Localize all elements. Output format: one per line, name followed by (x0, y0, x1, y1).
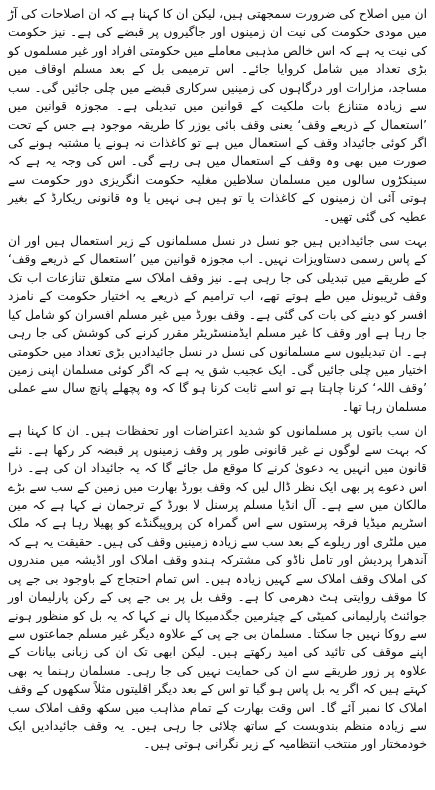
article-paragraph-3: ان سب باتوں پر مسلمانوں کو شدید اعتراضات اور تحفظات ہیں۔ ان کا کہنا ہے کہ بہت سے لوگوں نے غیر قانونی طور پر وقف زمینوں پر قبضہ کر رکھا ہے۔ نئے قانون میں انہیں یہ دعویٰ کرنے کا موقع مل جائے گا کہ یہ جائیداد ان کی ہے۔ ذرا اس دعوے پر بھی ایک نظر ڈال لیں کہ وقف بورڈ بھارت میں زمین کے سب سے بڑے مالکان میں سے ہے۔ آل انڈیا مسلم پرسنل لا بورڈ کے ترجمان نے کہا ہے کہ مین اسٹریم میڈیا فرقہ پرستوں سے اس گمراہ کن پروپیگنڈے کو پھیلا رہا ہے کہ ملک میں ملٹری اور ریلوے کے بعد سب سے زیادہ زمینیں وقف کی ہیں۔ حقیقت یہ ہے کہ آندھرا پردیش اور تامل ناڈو کی مشترکہ ہندو وقف املاک اور اڈیشہ میں مندروں کی املاک وقف املاک سے کہیں زیادہ ہیں۔ اس تمام احتجاج کے باوجود بی جے پی کا موقف روایتی ہٹ دھرمی کا ہے۔ وقف بل پر بی جے پی کے رکن پارلیمان اور جوائنٹ پارلیمانی کمیٹی کے چیئرمین جگدمبیکا پال نے کہا کہ یہ بل کو منظور ہونے سے روکا نہیں جا سکتا۔ مسلمان بی جے پی کے علاوہ دیگر غیر مسلم جماعتوں سے اپنے موقف کی تائید کی امید رکھتے ہیں۔ لیکن ابھی تک ان کی زبانی بیانات کے علاوہ پر زور طریقے سے ان کی حمایت نہیں کی جا رہی۔ مسلمان رہنما یہ بھی کہتے ہیں کہ اگر یہ بل پاس ہو گیا تو اس کے بعد دیگر اقلیتوں مثلاً سکھوں کے وقف املاک کا نمبر آئے گا۔ اس وقت بھارت کے تمام مذاہب میں سکھ وقف املاک سب سے زیادہ منظم بندوبست کے ساتھ چلائی جا رہی ہیں۔ یہ وقف جائیدادیں ایک خودمختار اور منتخب انتظامیہ کے زیر نگرانی ہوتی ہیں۔ (8, 424, 427, 752)
article-paragraph-2: بہت سی جائیدادیں ہیں جو نسل در نسل مسلمانوں کے زیر استعمال ہیں اور ان کے پاس رسمی دستاویزات نہیں۔ اب مجوزہ قوانین میں ’استعمال کے ذریعے وقف‘ کے طریقے میں تبدیلی کی جا رہی ہے۔ نیز وقف املاک سے متعلق تنازعات اب تک وقف ٹریبونل میں طے ہوتے تھے، اب ترامیم کے ذریعے یہ اختیار حکومت کے نامزد افسر کو دینے کی بات کی گئی ہے۔ وقف بورڈ میں غیر مسلم افسران کو شامل کیا جا رہا ہے اور وقف کا غیر مسلم ایڈمنسٹریٹر مقرر کرنے کی کوشش کی جا رہی ہے۔ ان تبدیلیوں سے مسلمانوں کی نسل در نسل جائیدادیں بڑی تعداد میں حکومتی اختیار میں چلی جائیں گی۔ ایک عجیب شق یہ ہے کہ اگر کوئی مسلمان اپنی زمین ’وقف اللہ‘ کرنا چاہتا ہے تو اسے ثابت کرنا ہو گا کہ وہ پچھلے پانچ سال سے عملی مسلمان رہا تھا۔ (8, 234, 427, 414)
article-paragraph-1: ان میں اصلاح کی ضرورت سمجھتی ہیں، لیکن ان کا کہنا ہے کہ ان اصلاحات کی آڑ میں مودی حکومت کی نیت ان زمینوں اور جاگیروں پر قبضے کی ہے۔ نیز حکومت کی نیت یہ ہے کہ اس خالص مذہبی معاملے میں حکومتی افراد اور غیر مسلموں کو بڑی تعداد میں شامل کروایا جائے۔ اس ترمیمی بل کے بعد مسلم اوقاف میں مساجد، مزارات اور درگاہوں کی زمینیں سرکاری قبضے میں چلی جائیں گی۔ سب سے زیادہ متنازع بات ملکیت کے قوانین میں تبدیلی ہے۔ مجوزہ قوانین میں ’استعمال کے ذریعے وقف‘ یعنی وقف بائی یوزر کا طریقہ موجود ہے جس کے تحت اگر کوئی جائیداد وقف کے استعمال میں ہے تو کاغذات نہ ہونے یا مشتبہ ہونے کی صورت میں بھی وہ وقف کے استعمال میں ہی رہے گی۔ اس کی وجہ یہ ہے کہ سینکڑوں سالوں میں مسلمان سلاطین مغلیہ حکومت انگریزی دور حکومت سے ہوتی آئی ان زمینوں کے کاغذات یا تو ہیں ہی نہیں یا وہ قانونی ریکارڈ کے بغیر عطیہ کی گئی تھیں۔ (8, 7, 427, 224)
article-body (8, 5, 427, 754)
